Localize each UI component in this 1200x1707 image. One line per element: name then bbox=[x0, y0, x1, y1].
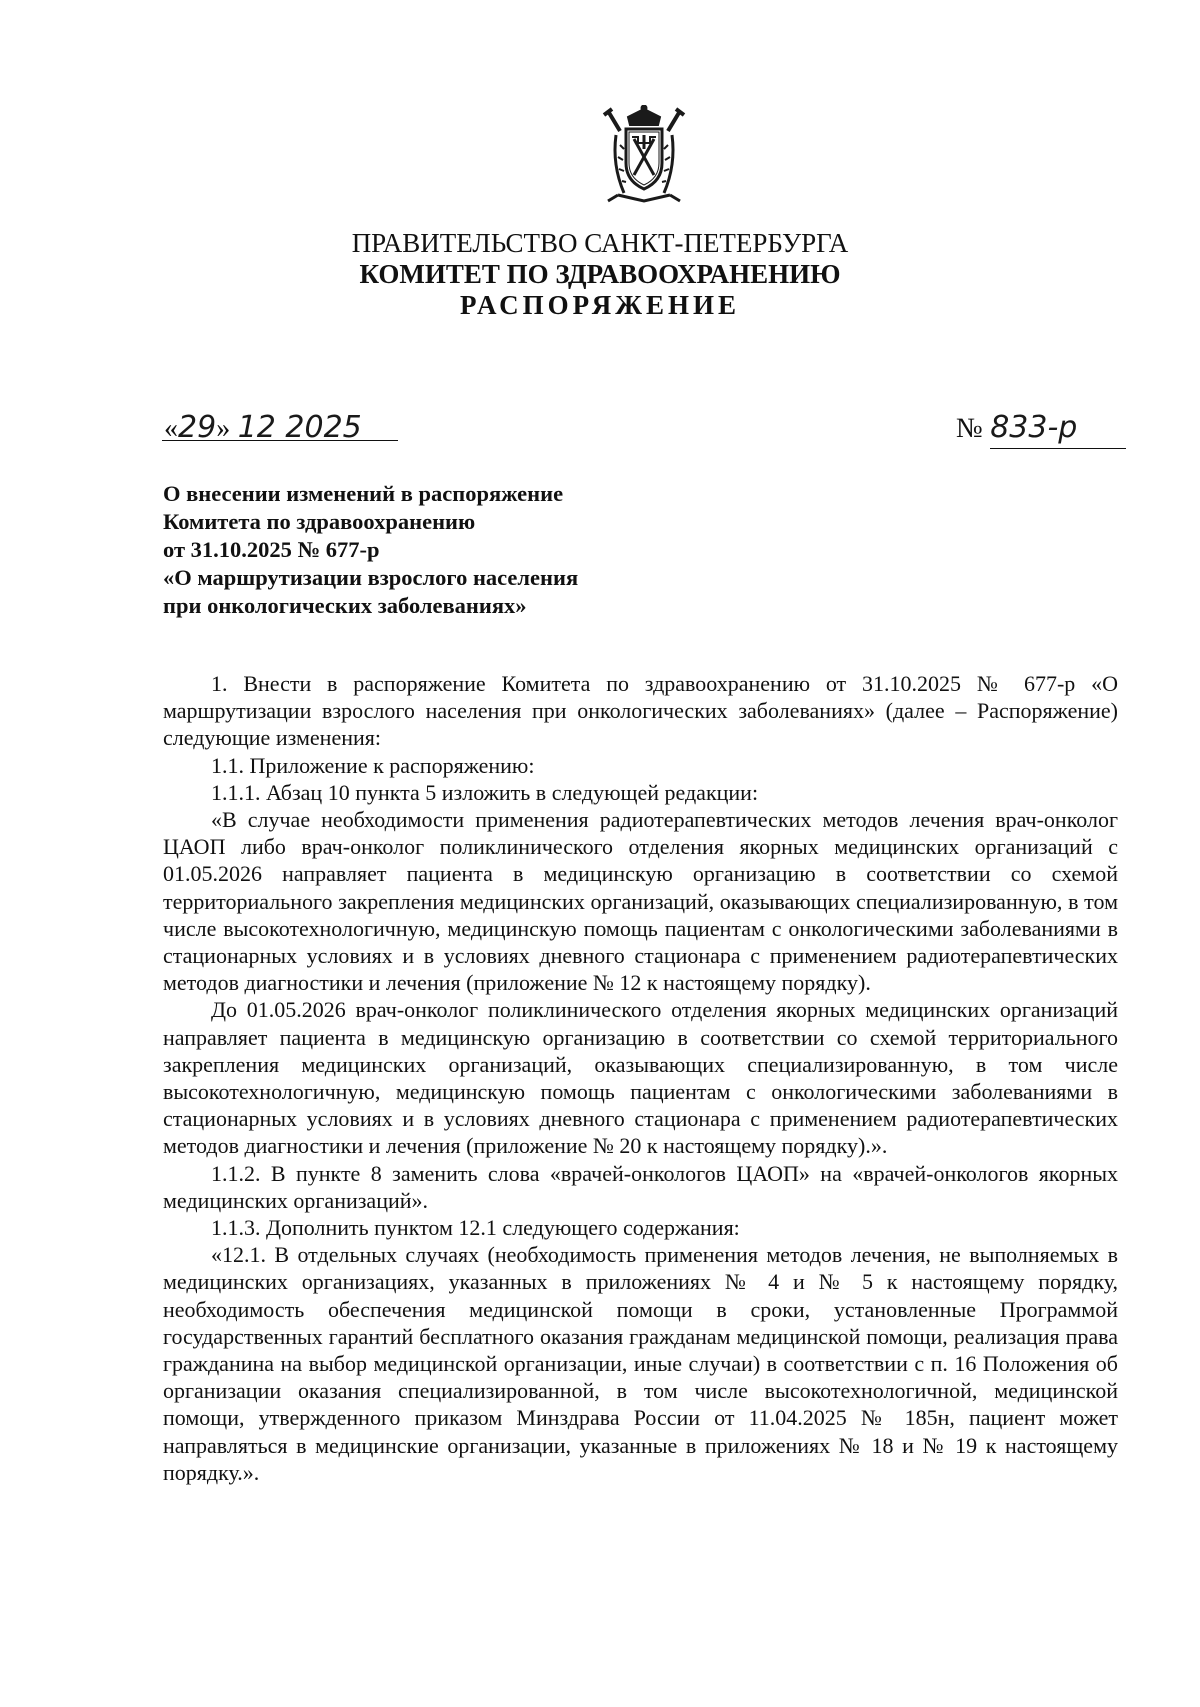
subject-line: от 31.10.2025 № 677-р bbox=[163, 537, 380, 562]
date-close-quote: » bbox=[216, 413, 231, 444]
committee-title: КОМИТЕТ ПО ЗДРАВООХРАНЕНИЮ bbox=[359, 259, 841, 289]
document-number bbox=[956, 410, 1077, 445]
body-paragraph: «В случае необходимости применения радиотерапевтических методов лечения врач-онколог ЦАОП либо врач-онколог поликлинического отделения якорных медицинских организаций с 01.05.2026 направляет пациента в медицинскую организацию в соответствии со схемой территориального закрепления медицинских организаций, оказывающих специализированную, в том числе высокотехнологичную, медицинскую помощь пациентам с онкологическими заболеваниями в стационарных условиях и в условиях дневного стационара с применением радиотерапевтических методов диагностики и лечения (приложение № 12 к настоящему порядку). bbox=[163, 807, 1118, 996]
number-underline bbox=[990, 448, 1126, 449]
coat-of-arms-icon bbox=[598, 105, 690, 207]
number-value: 833-р bbox=[990, 410, 1078, 445]
document-body bbox=[163, 670, 1118, 1486]
subject-line: О внесении изменений в распоряжение bbox=[163, 481, 564, 506]
body-paragraph: 1.1.1. Абзац 10 пункта 5 изложить в следующей редакции: bbox=[211, 779, 759, 805]
body-paragraph: 1. Внести в распоряжение Комитета по здравоохранению от 31.10.2025 № 677-р «О маршрутизации взрослого населения при онкологических заболеваниях» (далее – Распоряжение) следующие изменения: bbox=[163, 671, 1118, 751]
body-paragraph: «12.1. В отдельных случаях (необходимость применения методов лечения, не выполняемых в медицинских организациях, указанных в приложениях № 4 и № 5 к настоящему порядку, необходимость обеспечения медицинской помощи в сроки, установленные Программой государственных гарантий бесплатного оказания гражданам медицинской помощи, реализация права гражданина на выбор медицинской организации, иные случаи) в соответствии с п. 16 Положения об организации оказания специализированной, в том числе высокотехнологичной, медицинской помощи, утвержденного приказом Минздрава России от 11.04.2025 № 185н, пациент может направляться в медицинские организации, указанные в приложениях № 18 и № 19 к настоящему порядку.». bbox=[163, 1242, 1118, 1485]
body-paragraph: До 01.05.2026 врач-онколог поликлинического отделения якорных медицинских организаций направляет пациента в медицинскую организацию в соответствии со схемой территориального закрепления медицинских организаций, оказывающих специализированную, в том числе высокотехнологичную, медицинскую помощь пациентам с онкологическими заболеваниями в стационарных условиях и в условиях дневного стационара с применением радиотерапевтических методов диагностики и лечения (приложение № 20 к настоящему порядку).». bbox=[163, 997, 1118, 1159]
document-type-title: РАСПОРЯЖЕНИЕ bbox=[459, 290, 741, 320]
body-paragraph: 1.1.2. В пункте 8 заменить слова «врачей-онкологов ЦАОП» на «врачей-онкологов якорных медицинских организаций». bbox=[163, 1160, 1118, 1213]
date-underline bbox=[162, 440, 398, 441]
document-subject bbox=[163, 480, 803, 620]
body-paragraph: 1.1. Приложение к распоряжению: bbox=[211, 752, 535, 778]
date-day: 29 bbox=[178, 410, 217, 445]
government-title: ПРАВИТЕЛЬСТВО САНКТ-ПЕТЕРБУРГА bbox=[351, 228, 849, 258]
subject-line: «О маршрутизации взрослого населения bbox=[163, 565, 579, 590]
number-prefix: № bbox=[956, 413, 983, 444]
date-month-year: 12 2025 bbox=[237, 410, 362, 445]
body-paragraph: 1.1.3. Дополнить пунктом 12.1 следующего содержания: bbox=[211, 1215, 740, 1241]
subject-line: Комитета по здравоохранению bbox=[163, 509, 476, 534]
date-open-quote: « bbox=[164, 413, 178, 444]
subject-line: при онкологических заболеваниях» bbox=[163, 593, 527, 618]
